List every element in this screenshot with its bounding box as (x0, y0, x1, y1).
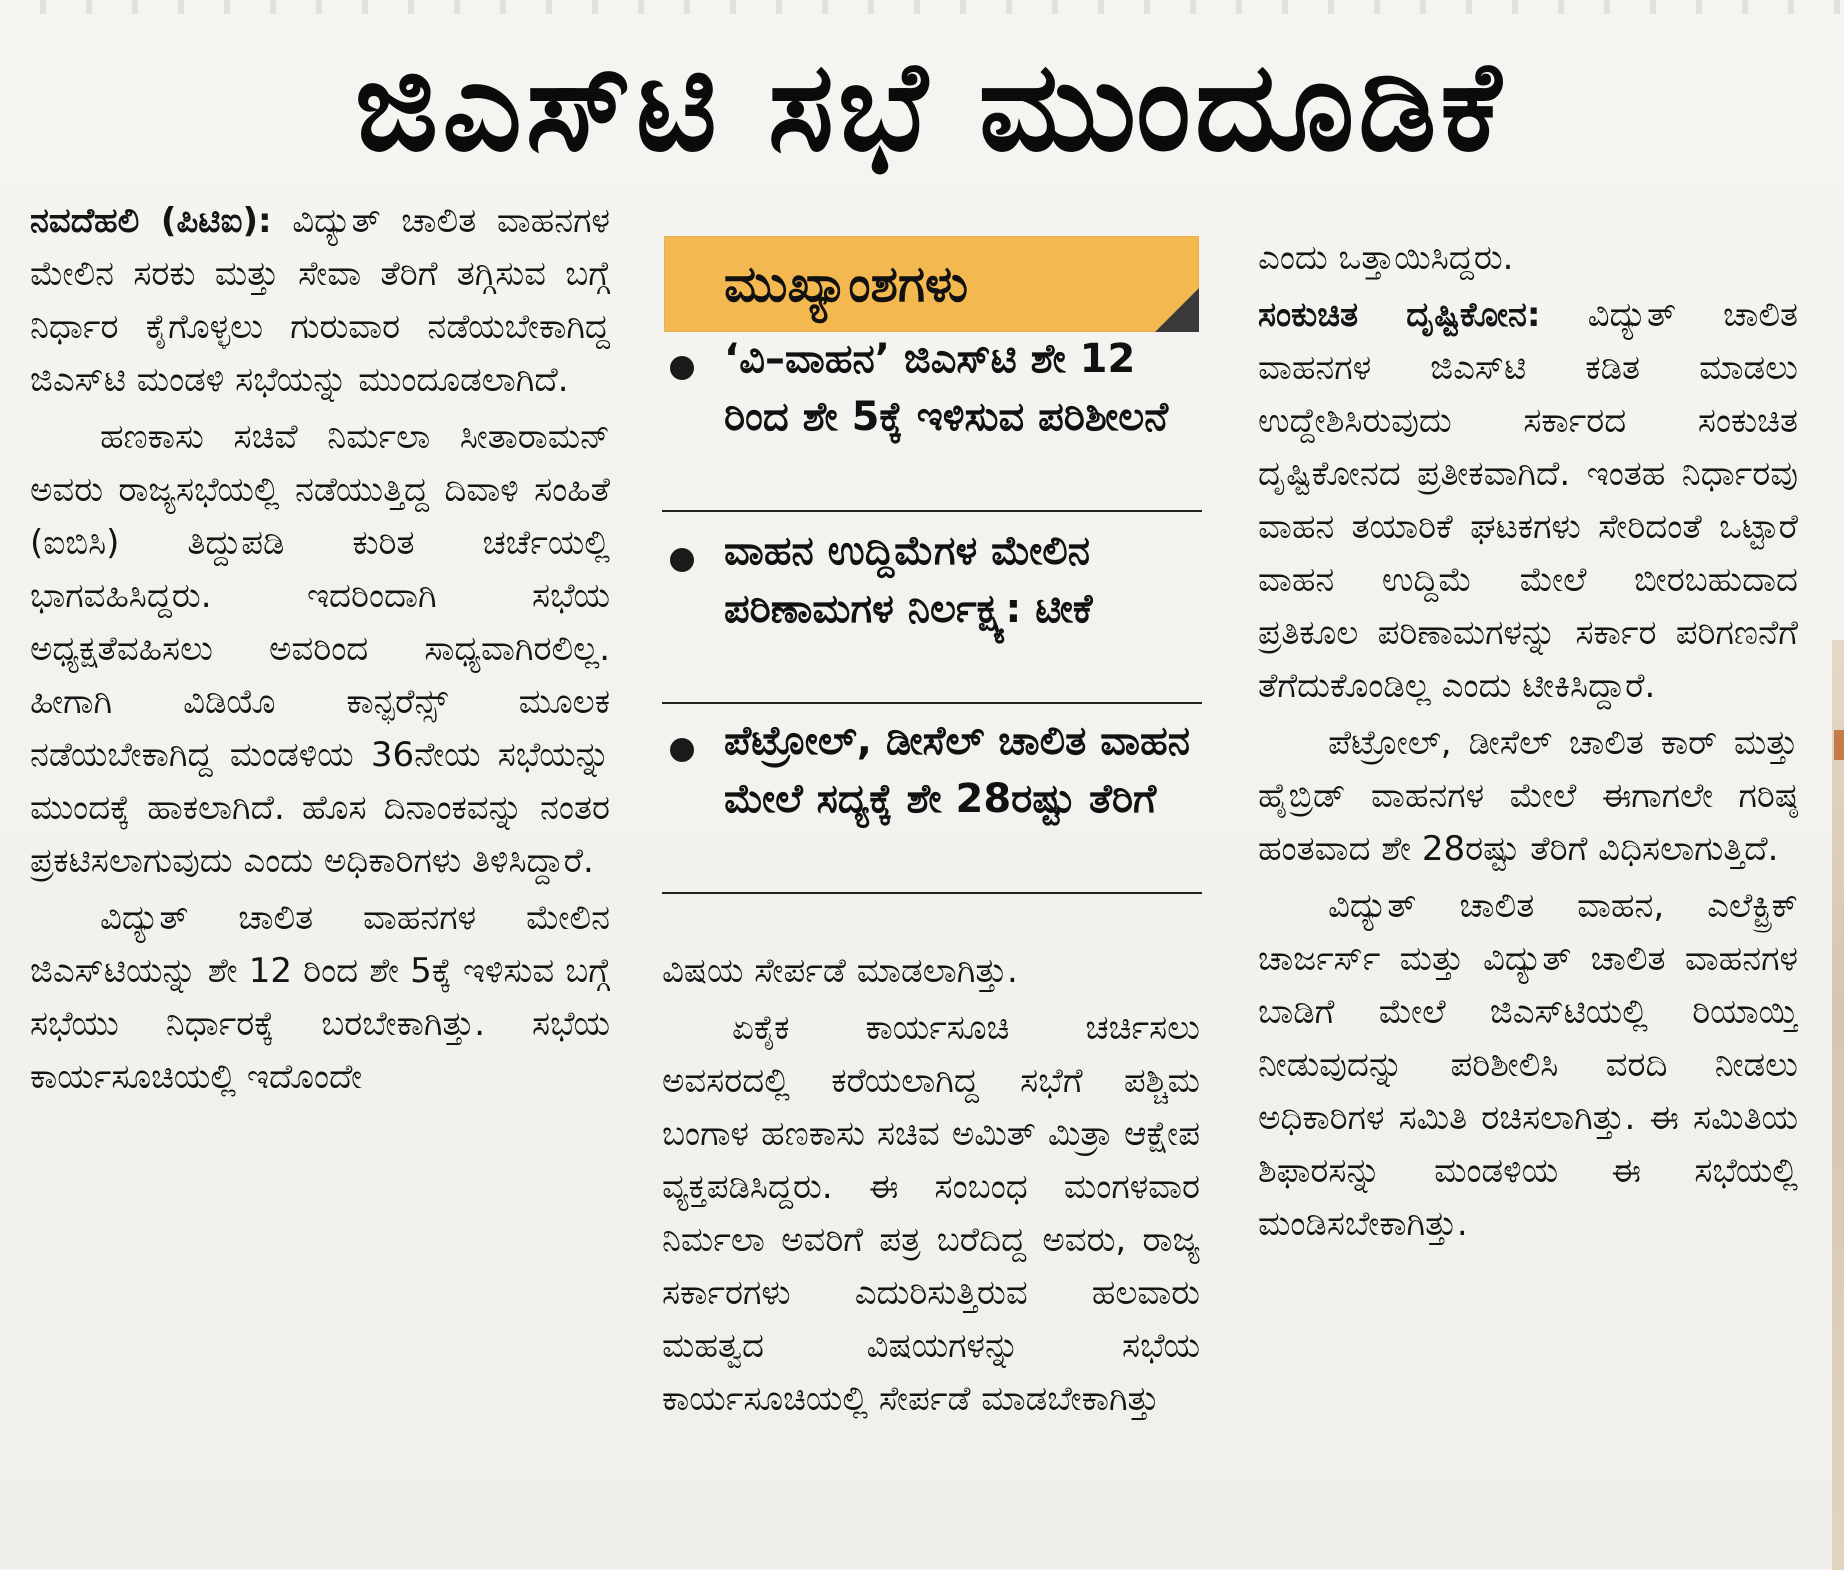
highlights-box (662, 222, 1202, 917)
highlight-text: ‘ವಿ–ವಾಹನ’ ಜಿಎಸ್‌ಟಿ ಶೇ 12 ರಿಂದ ಶೇ 5ಕ್ಕೆ ಇಳಿಸುವ ಪರಿಶೀಲನೆ (724, 336, 1169, 440)
highlights-title: ಮುಖ್ಯಾಂಶಗಳು (724, 255, 969, 313)
lead-paragraph (30, 195, 610, 407)
headline: ಜಿಎಸ್‌ಟಿ ಸಭೆ ಮುಂದೂಡಿಕೆ (354, 35, 1506, 179)
paragraph-3: ವಿದ್ಯುತ್ ಚಾಲಿತ ವಾಹನಗಳ ಮೇಲಿನ ಜಿಎಸ್‌ಟಿಯನ್ನು ಶೇ 12 ರಿಂದ ಶೇ 5ಕ್ಕೆ ಇಳಿಸುವ ಬಗ್ಗೆ ಸಭೆಯು ನಿರ್ಧಾರಕ್ಕೆ ಬರಬೇಕಾಗಿತ್ತು. ಸಭೆಯ ಕಾರ್ಯಸೂಚಿಯಲ್ಲಿ ಇದೊಂದೇ (30, 898, 610, 1097)
bullet-icon (670, 738, 694, 762)
highlight-text: ಪೆಟ್ರೋಲ್, ಡೀಸೆಲ್ ಚಾಲಿತ ವಾಹನ ಮೇಲೆ ಸದ್ಯಕ್ಕೆ ಶೇ 28ರಷ್ಟು ತೆರಿಗೆ (724, 718, 1191, 822)
subhead-paragraph (1258, 289, 1798, 713)
adjacent-page-mark (1834, 730, 1844, 760)
article-column-middle (662, 945, 1200, 1565)
highlight-item (662, 330, 1202, 512)
highlight-text: ವಾಹನ ಉದ್ದಿಮೆಗಳ ಮೇಲಿನ ಪರಿಣಾಮಗಳ ನಿರ್ಲಕ್ಷ್ಯ: ಟೀಕೆ (724, 528, 1093, 632)
subhead-text: ವಿದ್ಯುತ್ ಚಾಲಿತ ವಾಹನಗಳ ಜಿಎಸ್‌ಟಿ ಕಡಿತ ಮಾಡಲು ಉದ್ದೇಶಿಸಿರುವುದು ಸರ್ಕಾರದ ಸಂಕುಚಿತ ದೃಷ್ಟಿಕೋನದ ಪ್ರತೀಕವಾಗಿದೆ. ಇಂತಹ ನಿರ್ಧಾರವು ವಾಹನ ತಯಾರಿಕೆ ಘಟಕಗಳು ಸೇರಿದಂತೆ ಒಟ್ಟಾರೆ ವಾಹನ ಉದ್ದಿಮೆ ಮೇಲೆ ಬೀರಬಹುದಾದ ಪ್ರತಿಕೂಲ ಪರಿಣಾಮಗಳನ್ನು ಸರ್ಕಾರ ಪರಿಗಣನೆಗೆ ತೆಗೆದುಕೊಂಡಿಲ್ಲ ಎಂದು ಟೀಕಿಸಿದ್ದಾರೆ. (1258, 295, 1798, 706)
paragraph-2: ಹಣಕಾಸು ಸಚಿವೆ ನಿರ್ಮಲಾ ಸೀತಾರಾಮನ್ ಅವರು ರಾಜ್ಯಸಭೆಯಲ್ಲಿ ನಡೆಯುತ್ತಿದ್ದ ದಿವಾಳಿ ಸಂಹಿತೆ (ಐಬಿಸಿ) ತಿದ್ದುಪಡಿ ಕುರಿತ ಚರ್ಚೆಯಲ್ಲಿ ಭಾಗವಹಿಸಿದ್ದರು. ಇದರಿಂದಾಗಿ ಸಭೆಯ ಅಧ್ಯಕ್ಷತೆವಹಿಸಲು ಅವರಿಂದ ಸಾಧ್ಯವಾಗಿರಲಿಲ್ಲ. ಹೀಗಾಗಿ ವಿಡಿಯೊ ಕಾನ್ಫರೆನ್ಸ್ ಮೂಲಕ ನಡೆಯಬೇಕಾಗಿದ್ದ ಮಂಡಳಿಯ 36ನೇಯ ಸಭೆಯನ್ನು ಮುಂದಕ್ಕೆ ಹಾಕಲಾಗಿದೆ. ಹೊಸ ದಿನಾಂಕವನ್ನು ನಂತರ ಪ್ರಕಟಿಸಲಾಗುವುದು ಎಂದು ಅಧಿಕಾರಿಗಳು ತಿಳಿಸಿದ್ದಾರೆ. (30, 417, 610, 881)
highlight-item (662, 522, 1202, 704)
paragraph-6: ಎಂದು ಒತ್ತಾಯಿಸಿದ್ದರು. (1258, 238, 1514, 278)
adjacent-page-edge (1832, 640, 1844, 1570)
paragraph-7: ಪೆಟ್ರೋಲ್, ಡೀಸೆಲ್ ಚಾಲಿತ ಕಾರ್ ಮತ್ತು ಹೈಬ್ರಿಡ್ ವಾಹನಗಳ ಮೇಲೆ ಈಗಾಗಲೇ ಗರಿಷ್ಠ ಹಂತವಾದ ಶೇ 28ರಷ್ಟು ತೆರಿಗೆ ವಿಧಿಸಲಾಗುತ್ತಿದೆ. (1258, 723, 1798, 869)
bullet-icon (670, 548, 694, 572)
article-column-right (1258, 232, 1798, 1560)
highlights-tag (664, 236, 1199, 332)
bullet-icon (670, 356, 694, 380)
torn-top-edge (0, 0, 1844, 14)
paragraph-4: ವಿಷಯ ಸೇರ್ಪಡೆ ಮಾಡಲಾಗಿತ್ತು. (662, 951, 1018, 991)
paragraph-5: ಏಕೈಕ ಕಾರ್ಯಸೂಚಿ ಚರ್ಚಿಸಲು ಅವಸರದಲ್ಲಿ ಕರೆಯಲಾಗಿದ್ದ ಸಭೆಗೆ ಪಶ್ಚಿಮ ಬಂಗಾಳ ಹಣಕಾಸು ಸಚಿವ ಅಮಿತ್ ಮಿತ್ರಾ ಆಕ್ಷೇಪ ವ್ಯಕ್ತಪಡಿಸಿದ್ದರು. ಈ ಸಂಬಂಧ ಮಂಗಳವಾರ ನಿರ್ಮಲಾ ಅವರಿಗೆ ಪತ್ರ ಬರೆದಿದ್ದ ಅವರು, ರಾಜ್ಯ ಸರ್ಕಾರಗಳು ಎದುರಿಸುತ್ತಿರುವ ಹಲವಾರು ಮಹತ್ವದ ವಿಷಯಗಳನ್ನು ಸಭೆಯ ಕಾರ್ಯಸೂಚಿಯಲ್ಲಿ ಸೇರ್ಪಡೆ ಮಾಡಬೇಕಾಗಿತ್ತು (662, 1008, 1200, 1419)
subhead: ಸಂಕುಚಿತ ದೃಷ್ಟಿಕೋನ: (1258, 295, 1541, 335)
lead-text: ವಿದ್ಯುತ್ ಚಾಲಿತ ವಾಹನಗಳ ಮೇಲಿನ ಸರಕು ಮತ್ತು ಸೇವಾ ತೆರಿಗೆ ತಗ್ಗಿಸುವ ಬಗ್ಗೆ ನಿರ್ಧಾರ ಕೈಗೊಳ್ಳಲು ಗುರುವಾರ ನಡೆಯಬೇಕಾಗಿದ್ದ ಜಿಎಸ್‌ಟಿ ಮಂಡಳಿ ಸಭೆಯನ್ನು ಮುಂದೂಡಲಾಗಿದೆ. (30, 201, 610, 400)
highlight-item (662, 712, 1202, 894)
dateline: ನವದೆಹಲಿ (ಪಿಟಿಐ): (30, 201, 272, 241)
paragraph-8: ವಿದ್ಯುತ್ ಚಾಲಿತ ವಾಹನ, ಎಲೆಕ್ಟ್ರಿಕ್ ಚಾರ್ಜರ್ಸ್ ಮತ್ತು ವಿದ್ಯುತ್ ಚಾಲಿತ ವಾಹನಗಳ ಬಾಡಿಗೆ ಮೇಲೆ ಜಿಎಸ್‌ಟಿಯಲ್ಲಿ ರಿಯಾಯ್ತಿ ನೀಡುವುದನ್ನು ಪರಿಶೀಲಿಸಿ ವರದಿ ನೀಡಲು ಅಧಿಕಾರಿಗಳ ಸಮಿತಿ ರಚಿಸಲಾಗಿತ್ತು. ಈ ಸಮಿತಿಯ ಶಿಫಾರಸನ್ನು ಮಂಡಳಿಯ ಈ ಸಭೆಯಲ್ಲಿ ಮಂಡಿಸಬೇಕಾಗಿತ್ತು. (1258, 886, 1798, 1244)
article-column-left (30, 195, 610, 1560)
tag-fold-corner (1155, 288, 1199, 332)
